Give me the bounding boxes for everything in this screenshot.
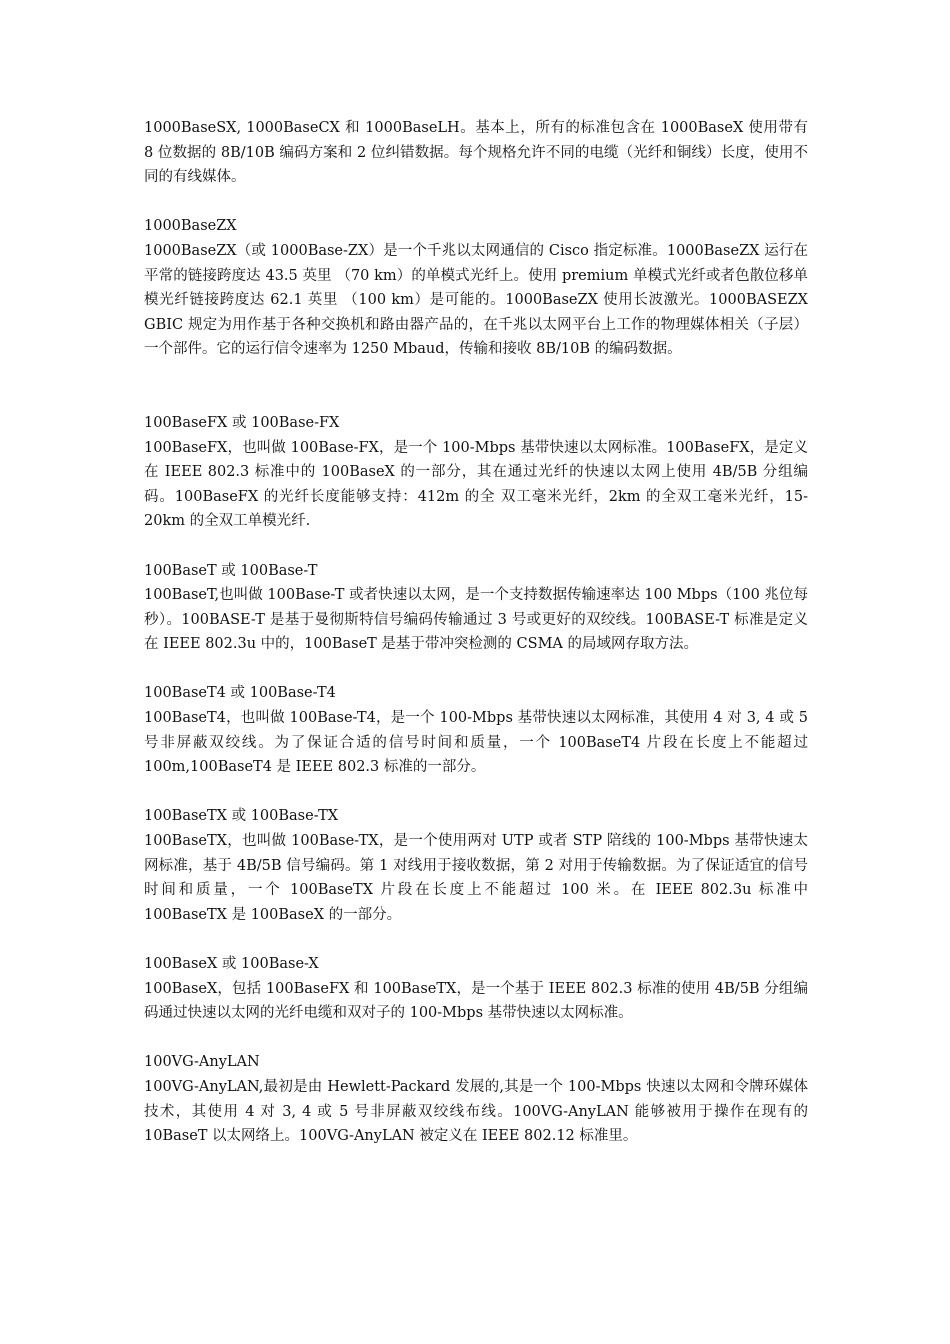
spacer bbox=[144, 927, 808, 952]
section-100basex bbox=[144, 952, 808, 1026]
spacer bbox=[144, 190, 808, 215]
section-heading: 100BaseT 或 100Base-T bbox=[144, 562, 318, 579]
intro-paragraph-block bbox=[144, 116, 808, 190]
section-body: 100BaseT,也叫做 100Base-T 或者快速以太网，是一个支持数据传输速率达 100 Mbps（100 兆位每秒）。100BASE-T 是基于曼彻斯特信号编码传输通过 3 号或更好的双绞线。100BASE-T 标准是定义在 IEEE 802.3u 中的，100BaseT 是基于带冲突检测的 CSMA 的局域网存取方法。 bbox=[144, 587, 808, 653]
section-heading: 100BaseTX 或 100Base-TX bbox=[144, 808, 339, 825]
section-100basefx bbox=[144, 411, 808, 534]
section-heading: 100BaseFX 或 100Base-FX bbox=[144, 414, 340, 431]
section-1000basezx bbox=[144, 214, 808, 362]
spacer bbox=[144, 657, 808, 682]
section-100vg-anylan bbox=[144, 1050, 808, 1148]
document-page bbox=[144, 116, 808, 1149]
section-100baset4 bbox=[144, 681, 808, 779]
section-body: 100BaseT4，也叫做 100Base-T4，是一个 100-Mbps 基带快速以太网标准，其使用 4 对 3, 4 或 5 号非屏蔽双绞线。为了保证合适的信号时间和质量，一个 100BaseT4 片段在长度上不能超过 100m,100BaseT4 是 IEEE 802.3 标准的一部分。 bbox=[144, 710, 808, 776]
intro-paragraph: 1000BaseSX, 1000BaseCX 和 1000BaseLH。基本上，所有的标准包含在 1000BaseX 使用带有 8 位数据的 8B/10B 编码方案和 2 位纠错数据。每个规格允许不同的电缆（光纤和铜线）长度，使用不同的有线媒体。 bbox=[144, 120, 808, 186]
section-body: 100BaseTX，也叫做 100Base-TX，是一个使用两对 UTP 或者 STP 陪线的 100-Mbps 基带快速太网标准，基于 4B/5B 信号编码。第 1 对线用于接收数据，第 2 对用于传输数据。为了保证适宜的信号时间和质量，一个 100BaseTX 片段在长度上不能超过 100 米。在 IEEE 802.3u 标准中 100BaseTX 是 100BaseX 的一部分。 bbox=[144, 833, 808, 923]
spacer bbox=[144, 780, 808, 805]
section-body: 100BaseX，包括 100BaseFX 和 100BaseTX，是一个基于 IEEE 802.3 标准的使用 4B/5B 分组编码通过快速以太网的光纤电缆和双对子的 100-Mbps 基带快速以太网标准。 bbox=[144, 980, 808, 1022]
section-body: 1000BaseZX（或 1000Base-ZX）是一个千兆以太网通信的 Cisco 指定标准。1000BaseZX 运行在平常的链接跨度达 43.5 英里 （70 km）的单模式光纤上。使用 premium 单模式光纤或者色散位移单模光纤链接跨度达 62.1 英里 （100 km）是可能的。1000BaseZX 使用长波激光。1000BASEZX GBIC 规定为用作基于各种交换机和路由器产品的，在千兆以太网平台上工作的物理媒体相关（子层）一个部件。它的运行信令速率为 1250 Mbaud，传输和接收 8B/10B 的编码数据。 bbox=[144, 242, 808, 358]
section-100baset bbox=[144, 559, 808, 657]
spacer bbox=[144, 362, 808, 411]
spacer bbox=[144, 1026, 808, 1051]
section-heading: 100BaseX 或 100Base-X bbox=[144, 956, 319, 972]
section-heading: 1000BaseZX bbox=[144, 218, 237, 235]
section-heading: 100BaseT4 或 100Base-T4 bbox=[144, 685, 336, 702]
section-heading: 100VG-AnyLAN bbox=[144, 1054, 260, 1071]
section-100basetx bbox=[144, 804, 808, 927]
section-body: 100BaseFX，也叫做 100Base-FX，是一个 100-Mbps 基带快速以太网标准。100BaseFX，是定义在 IEEE 802.3 标准中的 100BaseX 的一部分，其在通过光纤的快速以太网上使用 4B/5B 分组编码。100BaseFX 的光纤长度能够支持：412m 的全 双工毫米光纤，2km 的全双工毫米光纤，15-20km 的全双工单模光纤. bbox=[144, 439, 808, 530]
spacer bbox=[144, 534, 808, 559]
section-body: 100VG-AnyLAN,最初是由 Hewlett-Packard 发展的,其是一个 100-Mbps 快速以太网和令牌环媒体技术，其使用 4 对 3, 4 或 5 号非屏蔽双绞线布线。100VG-AnyLAN 能够被用于操作在现有的 10BaseT 以太网络上。100VG-AnyLAN 被定义在 IEEE 802.12 标准里。 bbox=[144, 1078, 808, 1145]
